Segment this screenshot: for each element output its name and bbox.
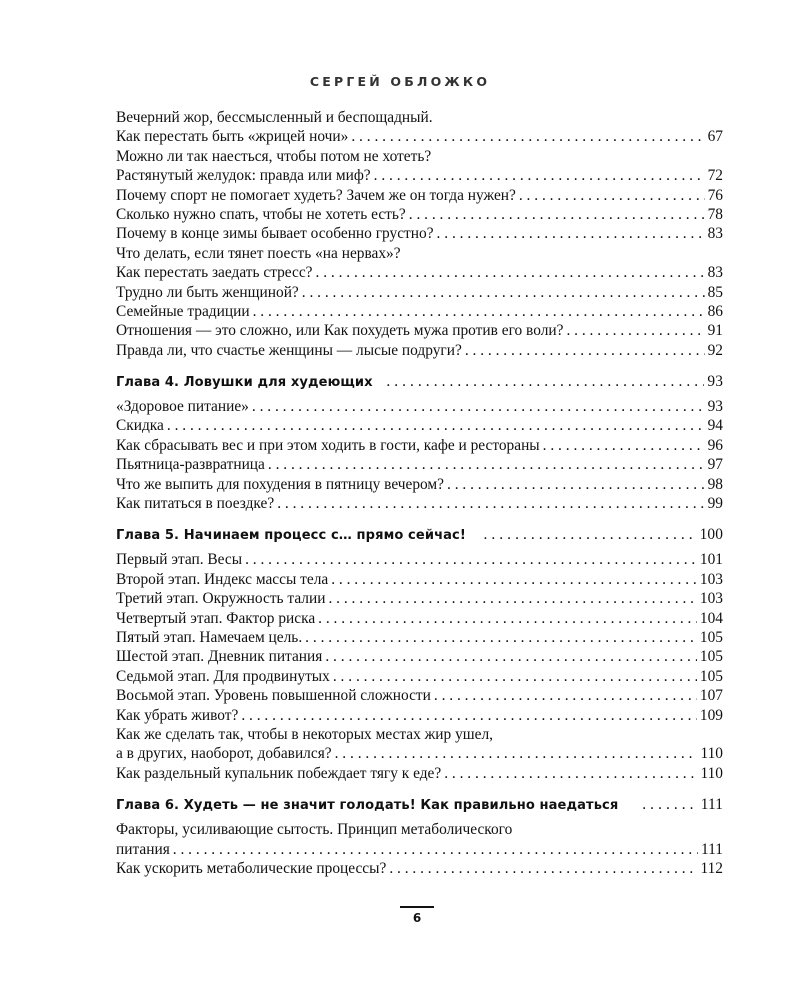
- toc-entry-title: Как перестать быть «жрицей ночи»: [116, 128, 349, 146]
- toc-entry: [116, 609, 723, 628]
- toc-entry: [116, 686, 723, 705]
- toc-entry-title: Что же выпить для похудения в пятницу вечером?: [116, 475, 445, 493]
- dot-leader: [543, 436, 705, 455]
- dot-leader: [268, 455, 705, 474]
- toc-entry: [116, 764, 723, 783]
- toc-entry: [116, 589, 723, 608]
- dot-leader: [173, 840, 698, 859]
- dot-leader: [447, 475, 705, 494]
- toc-entry: [116, 127, 723, 146]
- toc-entry-page: 103: [699, 570, 723, 588]
- dot-leader: [305, 628, 697, 647]
- toc-entry-page: 105: [699, 648, 723, 666]
- toc-entry-page: 105: [699, 667, 723, 685]
- toc-entry-page: 104: [699, 609, 723, 627]
- toc-entry-title: питания: [116, 840, 170, 858]
- toc-entry: [116, 244, 723, 263]
- toc-entry: [116, 859, 723, 878]
- toc-entry-title: Как ускорить метаболические процессы?: [116, 859, 387, 877]
- toc-entry: [116, 166, 723, 185]
- toc-entry-title: Третий этап. Окружность талии: [116, 590, 326, 608]
- toc-entry-page: 105: [699, 628, 723, 646]
- dot-leader: [483, 524, 696, 546]
- dot-leader: [167, 416, 705, 435]
- footer-rule: [400, 906, 434, 908]
- chapter-title: Глава 4. Ловушки для худеющих: [116, 374, 373, 391]
- toc-entry-page: 92: [707, 341, 723, 359]
- toc-entry-title: а в других, наоборот, добавился?: [116, 745, 332, 763]
- dot-leader: [318, 609, 697, 628]
- dot-leader: [519, 186, 705, 205]
- toc-entry: [116, 186, 723, 205]
- toc-entry-title: Сколько нужно спать, чтобы не хотеть есть?: [116, 205, 406, 223]
- toc-entry-title: Как убрать живот?: [116, 706, 239, 724]
- toc-entry: [116, 667, 723, 686]
- toc-entry-title: Восьмой этап. Уровень повышенной сложности: [116, 687, 431, 705]
- toc-entry-title: Как сбрасывать вес и при этом ходить в гости, кафе и рестораны: [116, 436, 540, 454]
- toc-entry: [116, 494, 723, 513]
- toc-entry: [116, 147, 723, 166]
- toc-entry-page: 67: [707, 128, 723, 146]
- toc-entry-page: 76: [707, 186, 723, 204]
- dot-leader: [465, 341, 705, 360]
- toc-entry: [116, 455, 723, 474]
- toc-entry-page: 99: [707, 495, 723, 513]
- toc-entry: [116, 321, 723, 340]
- toc-entry-title: Семейные традиции: [116, 302, 250, 320]
- dot-leader: [325, 647, 697, 666]
- dot-leader: [434, 686, 697, 705]
- toc-entry-title: Второй этап. Индекс массы тела: [116, 570, 329, 588]
- toc-entry: [116, 263, 723, 282]
- toc-entry-page: 93: [707, 398, 723, 416]
- toc-entry: [116, 706, 723, 725]
- toc-entry: [116, 570, 723, 589]
- toc-entry-title: Первый этап. Весы: [116, 551, 243, 569]
- dot-leader: [437, 224, 705, 243]
- toc-entry: [116, 436, 723, 455]
- dot-leader: [331, 570, 697, 589]
- toc-entry-title: Почему в конце зимы бывает особенно грустно?: [116, 225, 434, 243]
- dot-leader: [351, 127, 704, 146]
- toc-entry: [116, 205, 723, 224]
- toc-entry-page: 86: [707, 302, 723, 320]
- dot-leader: [409, 205, 705, 224]
- toc-entry-title: Как раздельный купальник побеждает тягу к еде?: [116, 764, 442, 782]
- dot-leader: [642, 794, 697, 816]
- toc-entry-title: Пятый этап. Намечаем цель.: [116, 628, 303, 646]
- toc-entry-title: Как питаться в поездке?: [116, 495, 275, 513]
- toc-entry: [116, 840, 723, 859]
- toc-entry: [116, 108, 723, 127]
- toc-entry-page: 78: [707, 205, 723, 223]
- toc-entry-title: Как перестать заедать стресс?: [116, 264, 313, 282]
- chapter-title: Глава 5. Начинаем процесс с… прямо сейчас!: [116, 527, 466, 544]
- chapter-page: 111: [700, 796, 723, 814]
- dot-leader: [241, 706, 697, 725]
- toc-entry-title: Трудно ли быть женщиной?: [116, 283, 299, 301]
- toc-entry-title: Факторы, усиливающие сытость. Принцип метаболического: [116, 821, 513, 839]
- dot-leader: [277, 494, 704, 513]
- toc-entry-page: 85: [707, 283, 723, 301]
- toc-entry-page: 98: [707, 475, 723, 493]
- toc-entry: [116, 744, 723, 763]
- toc-entry-page: 72: [707, 167, 723, 185]
- toc-entry-title: Шестой этап. Дневник питания: [116, 648, 323, 666]
- toc-entry: [116, 475, 723, 494]
- dot-leader: [302, 283, 705, 302]
- toc-entry-page: 110: [700, 745, 723, 763]
- dot-leader: [253, 302, 705, 321]
- toc-entry-title: Скидка: [116, 417, 164, 435]
- toc-entry-title: Отношения — это сложно, или Как похудеть мужа против его воли?: [116, 322, 564, 340]
- toc-entry: [116, 224, 723, 243]
- toc-entry: [116, 341, 723, 360]
- toc-entry-title: Как же сделать так, чтобы в некоторых местах жир ушел,: [116, 725, 493, 743]
- chapter-heading-6: [116, 794, 723, 816]
- table-of-contents: [116, 108, 723, 878]
- toc-entry-title: Правда ли, что счастье женщины — лысые подруги?: [116, 341, 462, 359]
- toc-entry: [116, 416, 723, 435]
- toc-entry-page: 110: [700, 764, 723, 782]
- dot-leader: [316, 263, 705, 282]
- toc-entry-page: 94: [707, 417, 723, 435]
- toc-entry-page: 91: [707, 322, 723, 340]
- toc-entry-title: Почему спорт не помогает худеть? Зачем же он тогда нужен?: [116, 186, 516, 204]
- dot-leader: [328, 589, 696, 608]
- dot-leader: [335, 744, 698, 763]
- chapter-heading-4: [116, 371, 723, 393]
- chapter-page: 93: [707, 373, 723, 391]
- toc-entry-title: Четвертый этап. Фактор риска: [116, 609, 316, 627]
- toc-entry-title: Растянутый желудок: правда или миф?: [116, 167, 371, 185]
- toc-entry: [116, 302, 723, 321]
- chapter-title: Глава 6. Худеть — не значит голодать! Как правильно наедаться: [116, 797, 619, 814]
- toc-entry: [116, 725, 723, 744]
- toc-entry-title: Седьмой этап. Для продвинутых: [116, 667, 330, 685]
- toc-entry: [116, 647, 723, 666]
- toc-entry: [116, 820, 723, 839]
- dot-leader: [374, 166, 705, 185]
- dot-leader: [566, 321, 704, 340]
- dot-leader: [389, 859, 697, 878]
- toc-entry-title: Вечерний жор, бессмысленный и беспощадный.: [116, 109, 433, 126]
- toc-entry-title: Что делать, если тянет поесть «на нервах»?: [116, 244, 401, 262]
- toc-entry: [116, 397, 723, 416]
- toc-entry-page: 96: [707, 436, 723, 454]
- toc-entry: [116, 550, 723, 569]
- toc-entry-title: Пьятница-развратница: [116, 456, 265, 474]
- page-number: 6: [412, 911, 422, 925]
- dot-leader: [245, 550, 697, 569]
- chapter-heading-5: [116, 524, 723, 546]
- dot-leader: [386, 371, 704, 393]
- toc-entry-page: 111: [701, 840, 723, 858]
- toc-entry-page: 112: [700, 859, 723, 877]
- toc-entry-title: «Здоровое питание»: [116, 398, 249, 416]
- toc-entry-page: 101: [699, 551, 723, 569]
- dot-leader: [252, 397, 705, 416]
- toc-entry: [116, 283, 723, 302]
- dot-leader: [444, 764, 697, 783]
- running-header-author: СЕРГЕЙ ОБЛОЖКО: [309, 74, 491, 89]
- toc-entry-page: 83: [707, 225, 723, 243]
- toc-entry-page: 109: [699, 706, 723, 724]
- chapter-page: 100: [699, 526, 723, 544]
- toc-entry-page: 107: [699, 687, 723, 705]
- toc-entry-page: 83: [707, 264, 723, 282]
- toc-entry-page: 103: [699, 590, 723, 608]
- toc-entry: [116, 628, 723, 647]
- toc-entry-title: Можно ли так наесться, чтобы потом не хотеть?: [116, 147, 432, 165]
- dot-leader: [333, 667, 697, 686]
- toc-entry-page: 97: [707, 456, 723, 474]
